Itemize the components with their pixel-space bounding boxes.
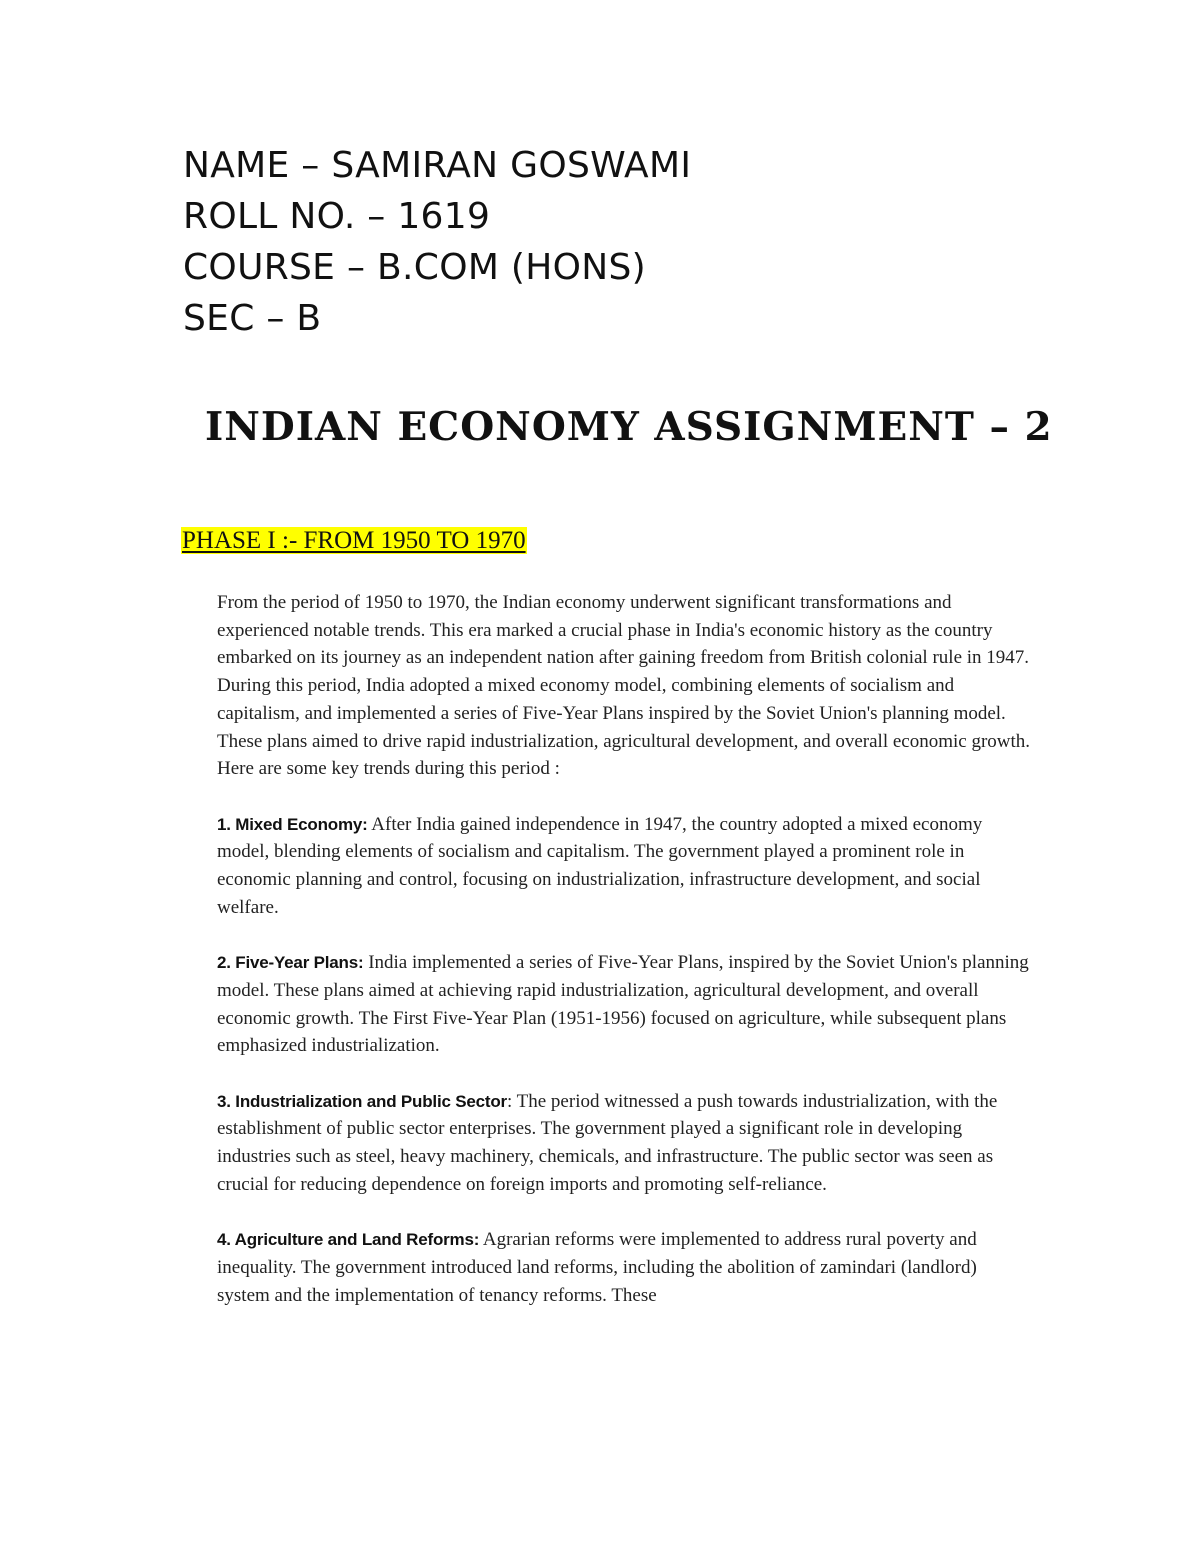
trend-label: 1. Mixed Economy: [217,814,368,834]
trend-label: 3. Industrialization and Public Sector [217,1091,507,1111]
section-line: SEC – B [183,298,322,339]
trend-text: India implemented a series of Five-Year Plans, inspired by the Soviet Union's planning model. These plans aimed at achieving rapid industrialization, agricultural development, and overall economic growth. The First Five-Year Plan (1951-1956) focused on agriculture, while subsequent plans emphasized industrialization. [217,952,1029,1057]
phase-heading [181,525,527,557]
student-name-line: NAME – SAMIRAN GOSWAMI [183,145,692,186]
phase-heading-highlight: PHASE I :- FROM 1950 TO 1970 [182,527,526,554]
trend-text: Agrarian reforms were implemented to address rural poverty and inequality. The government introduced land reforms, including the abolition of zamindari (landlord) system and the implementation of tenancy reforms. These [217,1229,977,1306]
trend-label: 4. Agriculture and Land Reforms: [217,1230,480,1250]
course-line: COURSE – B.COM (HONS) [183,247,647,288]
trend-paragraph-industrialization [217,1088,1032,1199]
trend-label: 2. Five-Year Plans: [217,953,364,973]
trend-paragraph-five-year-plans [217,949,1032,1060]
student-details [183,140,691,344]
body-text [217,589,1032,1337]
assignment-title: INDIAN ECONOMY ASSIGNMENT – 2 [205,404,1053,450]
trend-text: After India gained independence in 1947, the country adopted a mixed economy model, blending elements of socialism and capitalism. The government played a prominent role in economic planning and control, focusing on industrialization, infrastructure development, and social welfare. [217,813,983,918]
intro-paragraph: From the period of 1950 to 1970, the Indian economy underwent significant transformations and experienced notable trends. This era marked a crucial phase in India's economic history as the country embarked on its journey as an independent nation after gaining freedom from British colonial rule in 1947. During this period, India adopted a mixed economy model, combining elements of socialism and capitalism, and implemented a series of Five-Year Plans inspired by the Soviet Union's planning model. These plans aimed to drive rapid industrialization, agricultural development, and overall economic growth. Here are some key trends during this period : [217,592,1031,780]
roll-number-line: ROLL NO. – 1619 [183,196,491,237]
trend-paragraph-mixed-economy [217,811,1032,922]
trend-text: : The period witnessed a push towards industrialization, with the establishment of public sector enterprises. The government played a significant role in developing industries such as steel, heavy machinery, chemicals, and infrastructure. The public sector was seen as crucial for reducing dependence on foreign imports and promoting self-reliance. [217,1090,998,1195]
trend-paragraph-agriculture [217,1226,1032,1309]
